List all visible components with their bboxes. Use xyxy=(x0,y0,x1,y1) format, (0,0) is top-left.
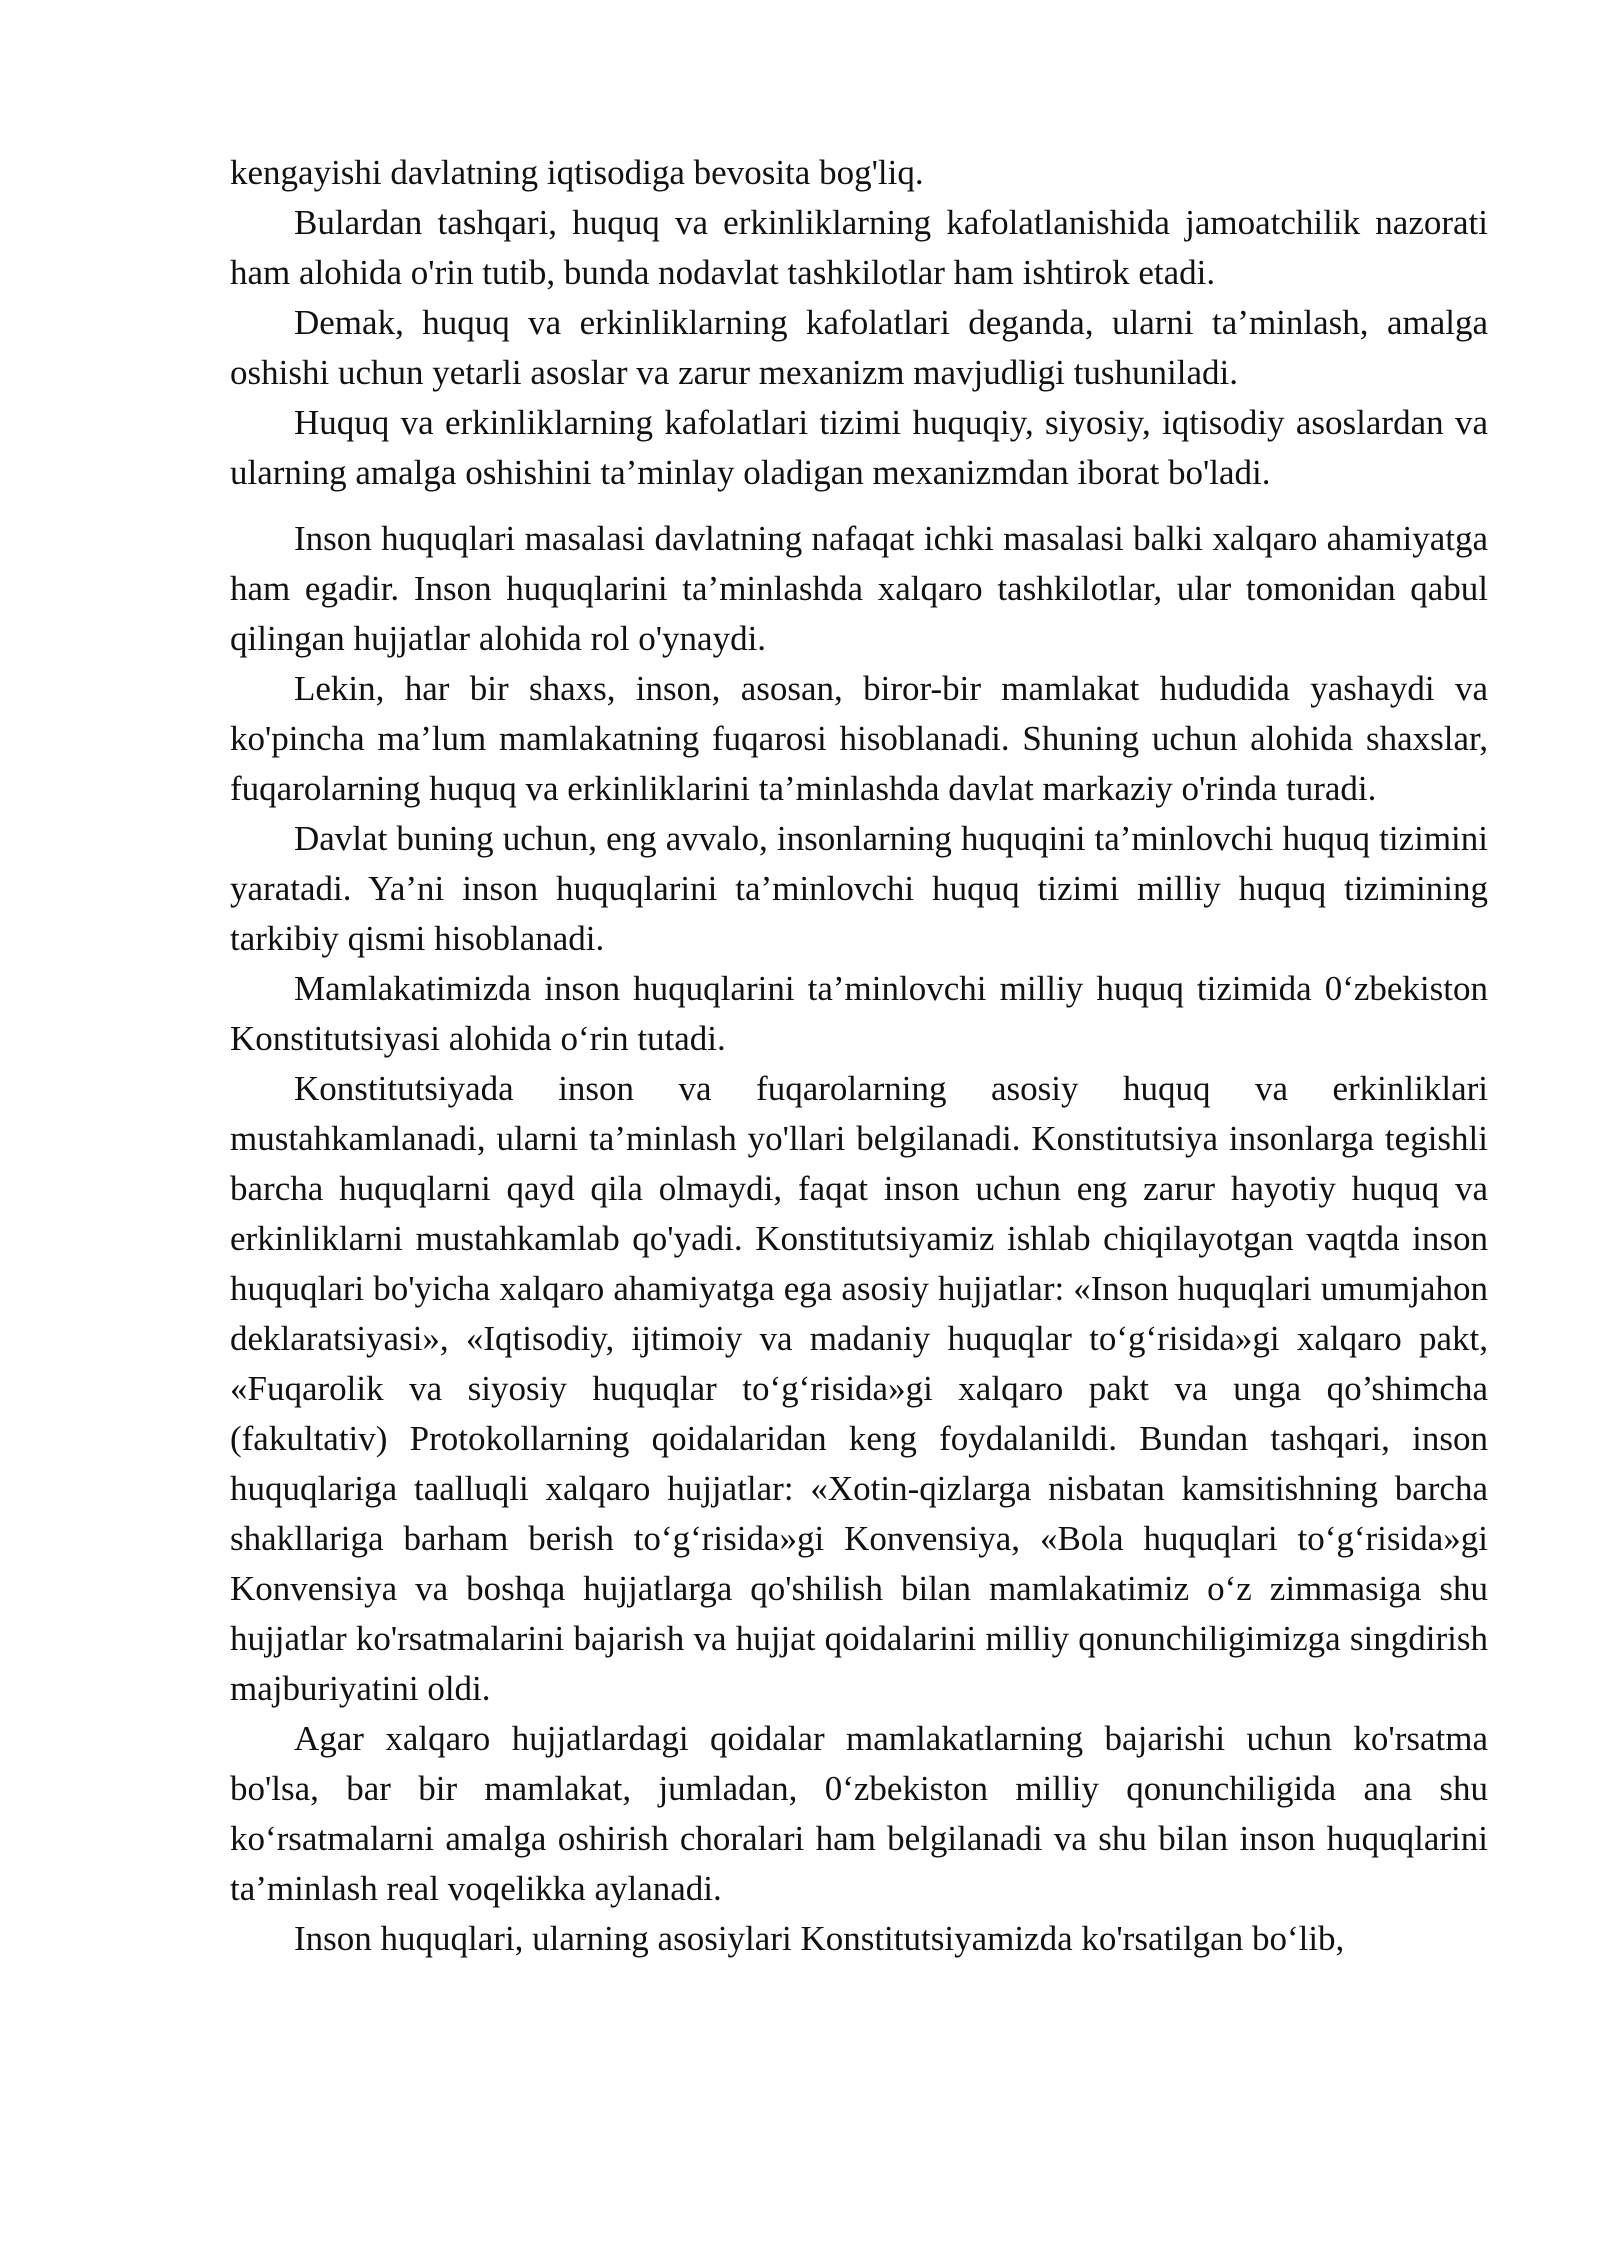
paragraph: Inson huquqlari masalasi davlatning nafaqat ichki masalasi balki xalqaro ahamiyatga ham egadir. Inson huquqlarini ta’minlashda xalqaro tashkilotlar, ular tomonidan qabul qilingan hujjatlar alohida rol o'ynaydi. xyxy=(230,519,1488,658)
document-page xyxy=(230,148,1488,1964)
paragraph: Davlat buning uchun, eng avvalo, insonlarning huquqini ta’minlovchi huquq tizimini yaratadi. Ya’ni inson huquqlarini ta’minlovchi huquq tizimi milliy huquq tizimining tarkibiy qismi hisoblanadi. xyxy=(230,819,1488,958)
paragraph: Demak, huquq va erkinliklarning kafolatlari deganda, ularni ta’minlash, amalga oshishi uchun yetarli asoslar va zarur mexanizm mavjudligi tushuniladi. xyxy=(230,303,1488,392)
paragraph: Mamlakatimizda inson huquqlarini ta’minlovchi milliy huquq tizimida 0‘zbekiston Konstitutsiyasi alohida o‘rin tutadi. xyxy=(230,969,1488,1058)
paragraph: Konstitutsiyada inson va fuqarolarning asosiy huquq va erkinliklari mustahkamlanadi, ularni ta’minlash yo'llari belgilanadi. Konstitutsiya insonlarga tegishli barcha huquqlarni qayd qila olmaydi, faqat inson uchun eng zarur hayotiy huquq va erkinliklarni mustahkamlab qo'yadi. Konstitutsiyamiz ishlab chiqilayotgan vaqtda inson huquqlari bo'yicha xalqaro ahamiyatga ega asosiy hujjatlar: «Inson huquqlari umumjahon deklaratsiyasi», «Iqtisodiy, ijtimoiy va madaniy huquqlar to‘g‘risida»gi xalqaro pakt, «Fuqarolik va siyosiy huquqlar to‘g‘risida»gi xalqaro pakt va unga qo’shimcha (fakultativ) Protokollarning qoidalaridan keng foydalanildi. Bundan tashqari, inson huquqlariga taalluqli xalqaro hujjatlar: «Xotin-qizlarga nisbatan kamsitishning barcha shakllariga barham berish to‘g‘risida»gi Konvensiya, «Bola huquqlari to‘g‘risida»gi Konvensiya va boshqa hujjatlarga qo'shilish bilan mamlakatimiz o‘z zimmasiga shu hujjatlar ko'rsatmalarini bajarish va hujjat qoidalarini milliy qonunchiligimizga singdirish majburiyatini oldi. xyxy=(230,1069,1488,1708)
paragraph: Huquq va erkinliklarning kafolatlari tizimi huquqiy, siyosiy, iqtisodiy asoslardan va ularning amalga oshishini ta’minlay oladigan mexanizmdan iborat bo'ladi. xyxy=(230,403,1488,492)
paragraph-last: Inson huquqlari, ularning asosiylari Konstitutsiyamizda ko'rsatilgan bo‘lib, xyxy=(294,1919,1345,1958)
paragraph-continuation: kengayishi davlatning iqtisodiga bevosita bog'liq. xyxy=(230,153,924,192)
paragraph: Agar xalqaro hujjatlardagi qoidalar mamlakatlarning bajarishi uchun ko'rsatma bo'lsa, bar bir mamlakat, jumladan, 0‘zbekiston milliy qonunchiligida ana shu ko‘rsatmalarni amalga oshirish choralari ham belgilanadi va shu bilan inson huquqlarini ta’minlash real voqelikka aylanadi. xyxy=(230,1719,1488,1908)
paragraph: Bulardan tashqari, huquq va erkinliklarning kafolatlanishida jamoatchilik nazorati ham alohida o'rin tutib, bunda nodavlat tashkilotlar ham ishtirok etadi. xyxy=(230,203,1488,292)
paragraph: Lekin, har bir shaxs, inson, asosan, biror-bir mamlakat hududida yashaydi va ko'pincha ma’lum mamlakatning fuqarosi hisoblanadi. Shuning uchun alohida shaxslar, fuqarolarning huquq va erkinliklarini ta’minlashda davlat markaziy o'rinda turadi. xyxy=(230,669,1488,808)
